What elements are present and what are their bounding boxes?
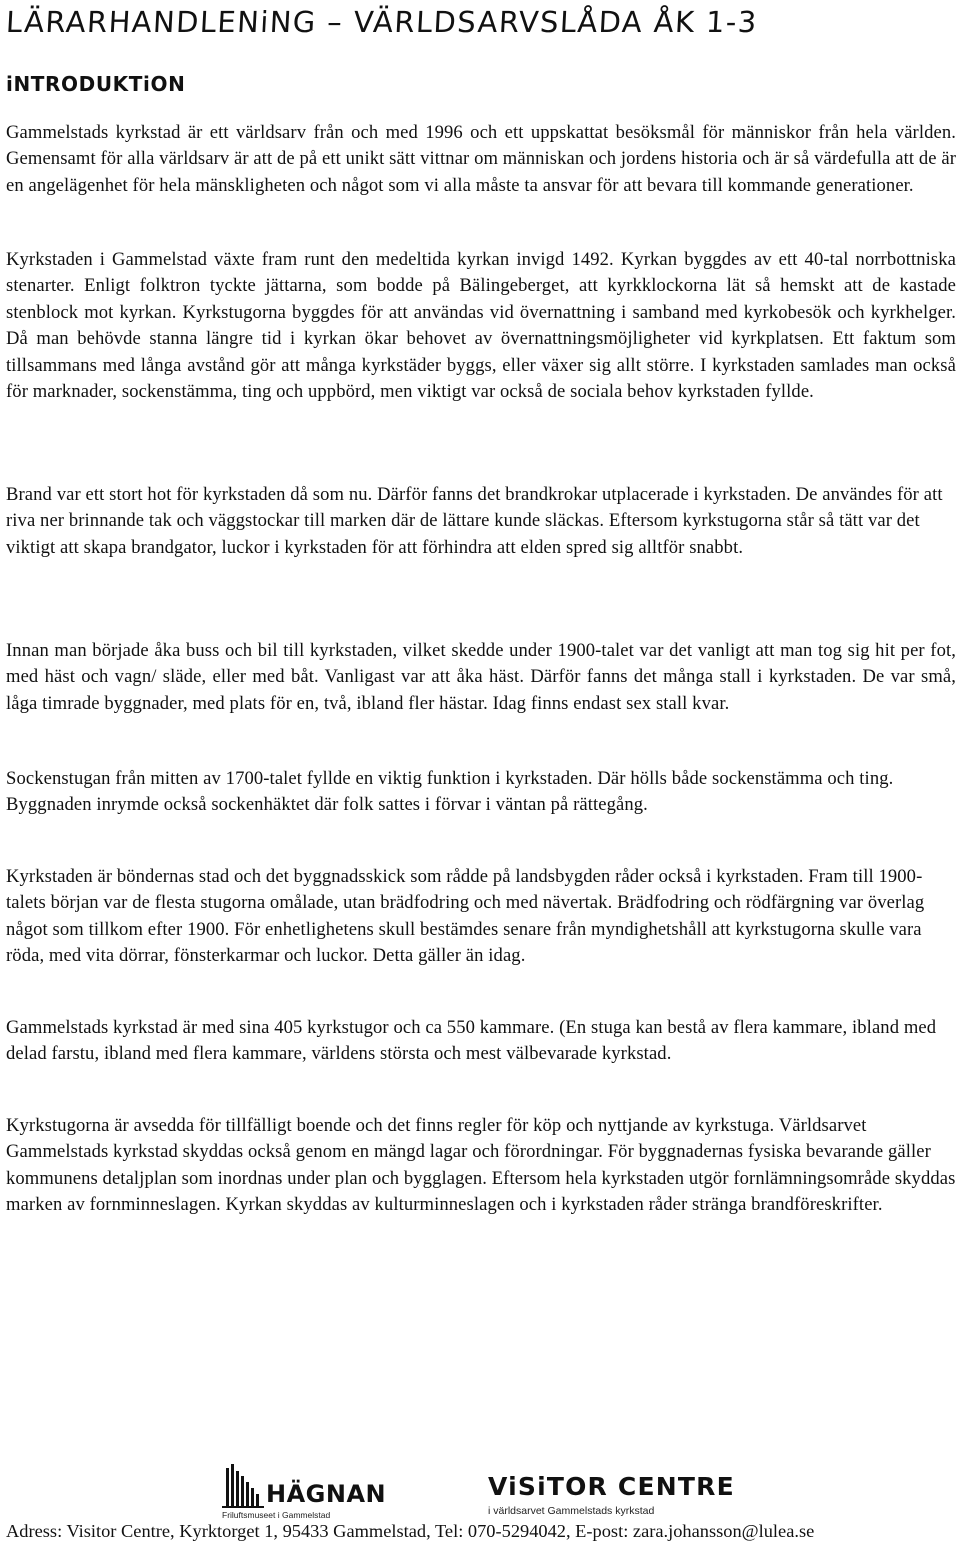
paragraph-transport-stables: Innan man började åka buss och bil till kyrkstaden, vilket skedde under 1900-talet var det vanligt att man tog sig hit per fot, med häst och vagn/ släde, eller med båt. Vanligast var att åka häst. Därför fanns det många stall i kyrkstaden. De var små, låga timrade byggnader, med plats för en, två, ibland fler hästar. Idag finns endast sex stall kvar. bbox=[6, 640, 956, 714]
paragraph-building-style: Kyrkstaden är böndernas stad och det byggnadsskick som rådde på landsbygden råder också i kyrkstaden. Fram till 1900-talets början var de flesta stugorna omålade, utan brädfodring och med nävertak. Brädfodring och rödfärgning var överlag något som tillkom efter 1900. För enhetlighetens skull bestämdes senare från myndighetshåll att kyrkstugorna skulle vara röda, med vita dörrar, fönsterkarmar och luckor. Detta gäller än idag. bbox=[6, 866, 925, 967]
visitor-centre-tagline: i världsarvet Gammelstads kyrkstad bbox=[488, 1505, 655, 1517]
hagnan-logo bbox=[222, 1462, 387, 1522]
paragraph-fire-hazard: Brand var ett stort hot för kyrkstaden då som nu. Därför fanns det brandkrokar utplacerade i kyrkstaden. De användes för att riva ner brinnande tak och väggstockar till marken där de lättare kunde släckas. Eftersom kyrkstugorna står så tätt var det viktigt att skapa brandgator, luckor i kyrkstaden för att förhindra att elden spred sig alltför snabbt. bbox=[6, 484, 943, 558]
paragraph-protection: Kyrkstugorna är avsedda för tillfälligt boende och det finns regler för köp och nyttjande av kyrkstuga. Världsarvet Gammelstads kyrkstad skyddas också genom en mängd lagar och förordningar. För byggnadernas fysiska bevarande gäller kommunens detaljplan som inordnas under plan och bygglagen. Eftersom hela kyrkstaden utgör fornlämningsområde skyddas marken av fornminneslagen. Kyrkan skyddas av kulturminneslagen och i kyrkstaden råder stränga brandföreskrifter. bbox=[6, 1115, 956, 1216]
paragraph-intro-lead: Gammelstads kyrkstad är ett världsarv från och med 1996 och ett uppskattat besöksmål för människor från hela världen. Gemensamt för alla världsarv är att de på ett unikt sätt vittnar om människan och jordens historia och är så värdefulla att de är en angelägenhet för hela mänskligheten och något som vi alla måste ta ansvar för att bevara till kommande generationer. bbox=[6, 122, 957, 196]
section-heading: iNTRODUKTiON bbox=[6, 72, 186, 96]
visitor-centre-logo bbox=[488, 1472, 735, 1522]
hagnan-tagline: Friluftsmuseet i Gammelstad bbox=[222, 1510, 331, 1520]
hagnan-emblem-icon bbox=[222, 1462, 264, 1510]
hagnan-name: HÄGNAN bbox=[266, 1480, 387, 1508]
visitor-centre-name: ViSiTOR CENTRE bbox=[488, 1472, 735, 1501]
paragraph-sockenstugan: Sockenstugan från mitten av 1700-talet fyllde en viktig funktion i kyrkstaden. Där hölls både sockenstämma och ting. Byggnaden inrymde också sockenhäktet där folk sattes i förvar i väntan på rättegång. bbox=[6, 768, 894, 816]
footer-address: Adress: Visitor Centre, Kyrktorget 1, 95433 Gammelstad, Tel: 070-5294042, E-post: zara.johansson@lulea.se bbox=[6, 1521, 815, 1541]
page-title: LÄRARHANDLENiNG – VÄRLDSARVSLÅDA ÅK 1-3 bbox=[5, 5, 759, 39]
paragraph-kyrkstaden-history: Kyrkstaden i Gammelstad växte fram runt den medeltida kyrkan invigd 1492. Kyrkan byggdes av ett 40-tal norrbottniska stenarter. Enligt folktron tyckte jättarna, som bodde på Bälingeberget, att kyrkklockorna lät så hemskt att de kastade stenblock mot kyrkan. Kyrkstugorna byggdes för att användas vid övernattning i samband med kyrkobesök och kyrkhelger. Då man behövde stanna längre tid i kyrkan ökar behovet av övernattningsmöjligheter vid kyrkplatsen. Ett faktum som tillsammans med långa avstånd gör att många kyrkstäder byggs, eller växer sig allt större. I kyrkstaden samlades man också för marknader, sockenstämma, ting och uppbörd, men viktigt var också de sociala behov kyrkstaden fyllde. bbox=[6, 249, 956, 403]
paragraph-size: Gammelstads kyrkstad är med sina 405 kyrkstugor och ca 550 kammare. (En stuga kan bestå av flera kammare, ibland med delad farstu, ibland med flera kammare, världens största och mest välbevarade kyrkstad. bbox=[6, 1017, 937, 1065]
